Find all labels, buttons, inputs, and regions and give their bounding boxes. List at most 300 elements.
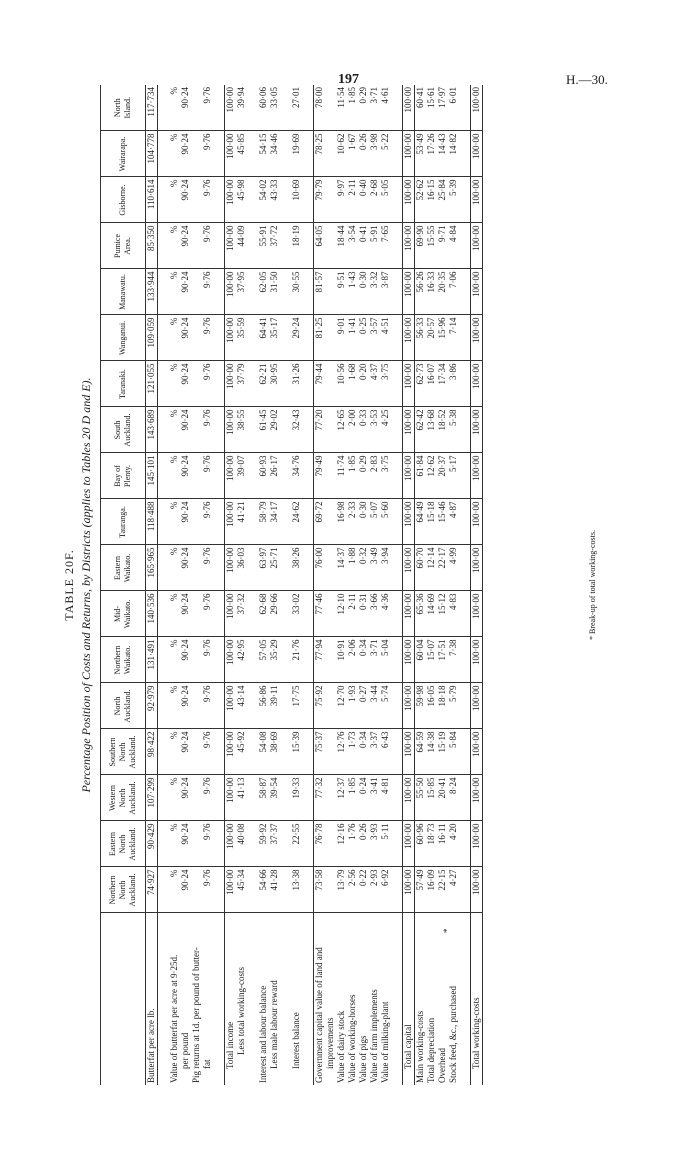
value-cell <box>415 499 471 545</box>
value-cell <box>146 407 158 453</box>
cell-line <box>247 502 258 543</box>
cell-line: 26·17 <box>269 455 279 477</box>
cell-line: 100·00 <box>403 455 413 481</box>
value-cell <box>158 177 225 223</box>
district-header: Pumice Area. <box>101 223 146 269</box>
cell-line: 3·37 <box>369 731 379 748</box>
cell-line: 90·24 <box>180 455 190 477</box>
cell-line: 0·25 <box>358 317 368 334</box>
cell-line: 110·614 <box>146 179 156 210</box>
cell-line: 18·52 <box>437 409 447 431</box>
cell-line <box>158 272 169 313</box>
value-cell <box>146 315 158 361</box>
cell-line: 18·44 <box>336 225 346 247</box>
cell-line: 3·93 <box>369 823 379 840</box>
cell-line: 90·429 <box>146 823 156 849</box>
cell-line <box>325 548 336 589</box>
cell-line: 90·24 <box>180 179 190 201</box>
cell-line: 117·734 <box>146 87 156 117</box>
cell-line <box>213 686 224 727</box>
cell-line: 100·00 <box>471 317 481 343</box>
cell-line: 100·00 <box>471 225 481 251</box>
cell-line: 45·85 <box>236 133 246 155</box>
cell-line: 90·24 <box>180 731 190 753</box>
district-header: Taranaki. <box>101 361 146 407</box>
cell-line: Value of pigs <box>358 1035 368 1083</box>
cell-line <box>391 318 402 359</box>
cell-line: 100·00 <box>403 271 413 297</box>
value-cell <box>158 269 225 315</box>
cell-line: 100·00 <box>225 639 235 665</box>
cell-line: 69·90 <box>415 225 425 247</box>
cell-line: 9·76 <box>202 501 212 518</box>
value-cell <box>403 85 415 131</box>
cell-line <box>459 456 470 497</box>
cell-line <box>280 410 291 451</box>
row-total-working-costs <box>471 85 483 1085</box>
value-cell <box>471 315 483 361</box>
cell-line: 15·39 <box>291 731 301 753</box>
cell-line <box>280 87 291 129</box>
cell-line: 15·96 <box>437 317 447 339</box>
cell-line: 100·00 <box>225 133 235 159</box>
cell-line: 12·16 <box>336 823 346 845</box>
cell-line: 90·24 <box>180 547 190 569</box>
value-cell <box>158 499 225 545</box>
cell-line: 3·57 <box>369 317 379 334</box>
cell-line: 2·93 <box>369 869 379 886</box>
row-label <box>471 913 483 1085</box>
cell-line: 10·62 <box>336 133 346 155</box>
value-cell <box>314 269 403 315</box>
cell-line: 90·24 <box>180 225 190 247</box>
cell-line: 100·00 <box>225 271 235 297</box>
cell-line: 133·944 <box>146 271 156 302</box>
cell-line: 5·38 <box>448 409 458 426</box>
cell-line: % <box>169 87 179 95</box>
cell-line: 32·43 <box>291 409 301 431</box>
cell-line: 100·00 <box>225 363 235 389</box>
cell-line: 60·41 <box>415 87 425 108</box>
cell-line: 29·02 <box>269 409 279 431</box>
value-cell <box>403 315 415 361</box>
cell-line: 15·85 <box>426 777 436 799</box>
district-header: Eastern Waikato. <box>101 545 146 591</box>
cell-line: 55·50 <box>415 777 425 799</box>
cell-line <box>280 640 291 681</box>
value-cell <box>225 867 314 913</box>
cell-line: 4·25 <box>380 409 390 426</box>
cell-line: 100·00 <box>471 133 481 159</box>
table-title: TABLE 20F. <box>62 549 76 621</box>
cell-line <box>391 732 402 773</box>
value-cell <box>471 637 483 683</box>
cell-line <box>302 456 313 497</box>
cell-line <box>325 226 336 267</box>
value-cell <box>158 131 225 177</box>
cell-line: 43·33 <box>269 179 279 201</box>
cell-line: 100·00 <box>225 547 235 573</box>
cell-line: 100·00 <box>403 547 413 573</box>
cell-line: 100·00 <box>471 593 481 619</box>
cell-line: 100·00 <box>225 501 235 527</box>
cell-line <box>302 824 313 865</box>
cell-line <box>459 272 470 313</box>
value-cell <box>314 775 403 821</box>
cell-line <box>213 318 224 359</box>
value-cell <box>471 131 483 177</box>
value-cell <box>225 499 314 545</box>
cell-line: 4·81 <box>380 777 390 794</box>
value-cell <box>471 867 483 913</box>
cell-line: 100·00 <box>403 363 413 389</box>
value-cell <box>146 591 158 637</box>
cell-line: % <box>169 639 179 647</box>
cell-line <box>325 732 336 773</box>
cell-line: 3·41 <box>369 777 379 794</box>
cell-line <box>459 640 470 681</box>
value-cell <box>415 131 471 177</box>
cell-line: 44·09 <box>236 225 246 247</box>
cell-line: 2·06 <box>347 639 357 656</box>
cell-line: 27·01 <box>291 87 301 108</box>
cell-line: 2·56 <box>347 869 357 886</box>
cell-line: 29·66 <box>269 593 279 615</box>
cell-line: 100·00 <box>225 179 235 205</box>
cell-line: 20·57 <box>426 317 436 339</box>
cell-line: Total income <box>225 1021 235 1069</box>
cell-line: 100·00 <box>403 685 413 711</box>
district-header: North Island. <box>101 85 146 131</box>
cell-line: 100·00 <box>403 225 413 251</box>
cell-line <box>158 870 169 911</box>
cell-line: 0·32 <box>358 547 368 564</box>
district-header: Northern Waikato. <box>101 637 146 683</box>
cell-line: 15·07 <box>426 639 436 661</box>
value-cell <box>471 775 483 821</box>
cell-line: 53·49 <box>415 133 425 155</box>
cell-line: 13·68 <box>426 409 436 431</box>
value-cell <box>415 637 471 683</box>
cell-line: 1·41 <box>347 317 357 334</box>
cell-line: 37·79 <box>236 363 246 385</box>
cell-line <box>247 226 258 267</box>
cell-line <box>213 226 224 267</box>
cell-line <box>302 686 313 727</box>
cell-line <box>158 686 169 727</box>
cell-line <box>247 916 258 1084</box>
cell-line: 5·84 <box>448 731 458 748</box>
cell-line: 100·00 <box>471 823 481 849</box>
district-header: Wairarapa. <box>101 131 146 177</box>
cell-line: % <box>169 455 179 463</box>
cell-line: 41·13 <box>236 777 246 799</box>
cell-line: 77·20 <box>314 409 324 431</box>
cell-line <box>391 594 402 635</box>
cell-line <box>302 548 313 589</box>
value-cell <box>225 453 314 499</box>
cell-line: 45·92 <box>236 731 246 753</box>
cell-line <box>459 686 470 727</box>
value-cell <box>314 177 403 223</box>
cell-line <box>325 318 336 359</box>
cell-line: 60·04 <box>415 639 425 661</box>
value-cell <box>403 545 415 591</box>
cell-line: 0·26 <box>358 133 368 150</box>
cell-line <box>213 502 224 543</box>
value-cell <box>415 85 471 131</box>
value-cell <box>314 821 403 867</box>
cell-line: 57·05 <box>258 639 268 661</box>
cell-line <box>247 272 258 313</box>
cell-line <box>213 824 224 865</box>
cell-line: 7·06 <box>448 271 458 288</box>
cell-line <box>247 364 258 405</box>
cell-line <box>391 640 402 681</box>
cell-line: 61·45 <box>258 409 268 431</box>
cell-line: 85·350 <box>146 225 156 251</box>
cell-line <box>247 318 258 359</box>
cell-line <box>325 778 336 819</box>
cell-line <box>213 87 224 129</box>
cell-line <box>391 916 402 1084</box>
cell-line: 78·00 <box>314 87 324 108</box>
row-value-returns <box>158 85 225 1085</box>
cell-line: 74·927 <box>146 869 156 895</box>
cell-line <box>325 272 336 313</box>
cell-line <box>213 410 224 451</box>
cell-line: 56·26 <box>415 271 425 293</box>
cell-line: 0·22 <box>358 869 368 886</box>
cell-line: 90·24 <box>180 685 190 707</box>
cell-line: 17·34 <box>437 363 447 385</box>
value-cell <box>403 407 415 453</box>
cell-line: % <box>169 501 179 509</box>
cell-line: 143·689 <box>146 409 156 440</box>
cell-line: 4·27 <box>448 869 458 886</box>
cell-line <box>325 410 336 451</box>
cell-line <box>280 778 291 819</box>
value-cell <box>146 729 158 775</box>
cell-line: 77·46 <box>314 593 324 615</box>
cell-line: 37·32 <box>236 593 246 615</box>
cell-line <box>247 778 258 819</box>
value-cell <box>403 637 415 683</box>
cell-line: Value of working-horses <box>347 994 357 1083</box>
cell-line: 5·74 <box>380 685 390 702</box>
row-label <box>225 913 314 1085</box>
row-label: Main working-costs Total depreciation Overhead Stock feed, &c., purchased * <box>415 913 471 1085</box>
cell-line: 6·92 <box>380 869 390 886</box>
cell-line <box>191 594 202 635</box>
cell-line: 3·71 <box>369 87 379 104</box>
cell-line: 9·76 <box>202 409 212 426</box>
cell-line <box>247 732 258 773</box>
cell-line <box>459 364 470 405</box>
cell-line: Pig returns at 1d. per pound of butter- <box>191 947 201 1083</box>
cell-line <box>459 87 470 129</box>
cell-line <box>191 87 202 129</box>
cell-line: 14·38 <box>426 731 436 753</box>
value-cell <box>158 775 225 821</box>
cell-line: 100·00 <box>403 317 413 343</box>
cell-line: 100·00 <box>225 731 235 757</box>
value-cell <box>146 361 158 407</box>
cell-line <box>302 272 313 313</box>
cell-line: Stock feed, &c., purchased <box>448 986 458 1083</box>
row-capital <box>314 85 403 1085</box>
cell-line: 60·93 <box>258 455 268 477</box>
cell-line <box>391 410 402 451</box>
cell-line: 1·67 <box>347 133 357 150</box>
cell-line: 15·61 <box>426 87 436 108</box>
cell-line <box>158 502 169 543</box>
cell-line: 4·51 <box>380 317 390 334</box>
district-header: Western North Auckland. <box>101 775 146 821</box>
cell-line <box>391 824 402 865</box>
cell-line: 100·00 <box>403 639 413 665</box>
cell-line: 11·54 <box>336 87 346 108</box>
cell-line: 59·92 <box>258 823 268 845</box>
cell-line <box>302 732 313 773</box>
cell-line <box>391 502 402 543</box>
value-cell <box>225 177 314 223</box>
cell-line: 9·76 <box>202 731 212 748</box>
value-cell <box>314 223 403 269</box>
cell-line <box>247 594 258 635</box>
value-cell <box>471 269 483 315</box>
cell-line: 109·059 <box>146 317 156 348</box>
cell-line: % <box>169 869 179 877</box>
cell-line: 118·488 <box>146 501 156 532</box>
cell-line <box>325 594 336 635</box>
cell-line <box>325 640 336 681</box>
cell-line <box>213 134 224 175</box>
cell-line: 65·36 <box>415 593 425 615</box>
cell-line: 131·491 <box>146 639 156 670</box>
cell-line <box>158 226 169 267</box>
cell-line <box>191 640 202 681</box>
cell-line: 16·33 <box>426 271 436 293</box>
cell-line: 39·54 <box>269 777 279 799</box>
cell-line <box>191 502 202 543</box>
cell-line <box>213 364 224 405</box>
cell-line: 16·98 <box>336 501 346 523</box>
cell-line <box>302 87 313 129</box>
cell-line: 25·84 <box>437 179 447 201</box>
cell-line: 76·00 <box>314 547 324 569</box>
value-cell <box>415 775 471 821</box>
cell-line: 100·00 <box>403 409 413 435</box>
cell-line <box>247 870 258 911</box>
cell-line: 16·11 <box>437 823 447 845</box>
value-cell <box>146 131 158 177</box>
cell-line: 4·36 <box>380 593 390 610</box>
cell-line: 77·94 <box>314 639 324 661</box>
cell-line: Value of butterfat per acre at 9·25d. <box>169 954 179 1083</box>
district-header: Gisborne. <box>101 177 146 223</box>
cell-line: 3·75 <box>380 455 390 472</box>
district-header: North Auckland. <box>101 683 146 729</box>
cell-line <box>459 824 470 865</box>
value-cell <box>314 361 403 407</box>
value-cell <box>314 729 403 775</box>
cell-line <box>247 410 258 451</box>
cell-line: 5·11 <box>380 823 390 840</box>
value-cell <box>403 269 415 315</box>
cell-line: 19·33 <box>291 777 301 799</box>
cell-line <box>158 87 169 129</box>
cell-line: 100·00 <box>471 87 481 113</box>
cell-line <box>391 226 402 267</box>
row-label <box>158 913 225 1085</box>
cell-line: 3·32 <box>369 271 379 288</box>
cell-line <box>302 916 313 1084</box>
value-cell <box>146 499 158 545</box>
cell-line: Value of milking-plant <box>380 1001 390 1083</box>
cell-line: 1·93 <box>347 685 357 702</box>
cell-line: 54·02 <box>258 179 268 201</box>
cell-line: 92·979 <box>146 685 156 711</box>
cell-line: 20·35 <box>437 271 447 293</box>
cell-line: 15·46 <box>437 501 447 523</box>
value-cell <box>314 85 403 131</box>
value-cell <box>471 85 483 131</box>
value-cell <box>225 269 314 315</box>
cell-line: 9·76 <box>202 639 212 656</box>
cell-line: 100·00 <box>403 501 413 527</box>
cell-line: fat <box>202 1059 212 1069</box>
cell-line: 7·65 <box>380 225 390 242</box>
cell-line: 4·84 <box>448 225 458 242</box>
cell-line: 90·24 <box>180 271 190 293</box>
cell-line <box>158 824 169 865</box>
value-cell <box>146 867 158 913</box>
cell-line: 5·17 <box>448 455 458 472</box>
cell-line: 30·55 <box>291 271 301 293</box>
cell-line: per pound <box>180 1032 190 1069</box>
cell-line: 17·75 <box>291 685 301 707</box>
cell-line: 64·05 <box>314 225 324 247</box>
row-total-capital <box>403 85 415 1085</box>
value-cell <box>146 821 158 867</box>
cell-line <box>459 594 470 635</box>
cell-line <box>191 870 202 911</box>
cell-line: % <box>169 731 179 739</box>
value-cell <box>225 545 314 591</box>
cell-line: 1·43 <box>347 271 357 288</box>
cell-line: 12·65 <box>336 409 346 431</box>
cell-line: 22·17 <box>437 547 447 569</box>
cell-line: 1·88 <box>347 547 357 564</box>
cell-line <box>302 778 313 819</box>
cell-line: 62·42 <box>415 409 425 431</box>
cell-line: 3·49 <box>369 547 379 564</box>
cell-line: % <box>169 777 179 785</box>
cell-line <box>247 180 258 221</box>
percentage-table <box>100 85 483 1085</box>
cell-line <box>280 548 291 589</box>
cell-line <box>302 318 313 359</box>
cell-line <box>391 456 402 497</box>
cell-line: 61·84 <box>415 455 425 477</box>
cell-line <box>247 686 258 727</box>
page-number: 197 <box>338 72 359 87</box>
value-cell <box>158 361 225 407</box>
cell-line: 56·86 <box>258 685 268 707</box>
cell-line: 90·24 <box>180 133 190 155</box>
cell-line <box>391 870 402 911</box>
